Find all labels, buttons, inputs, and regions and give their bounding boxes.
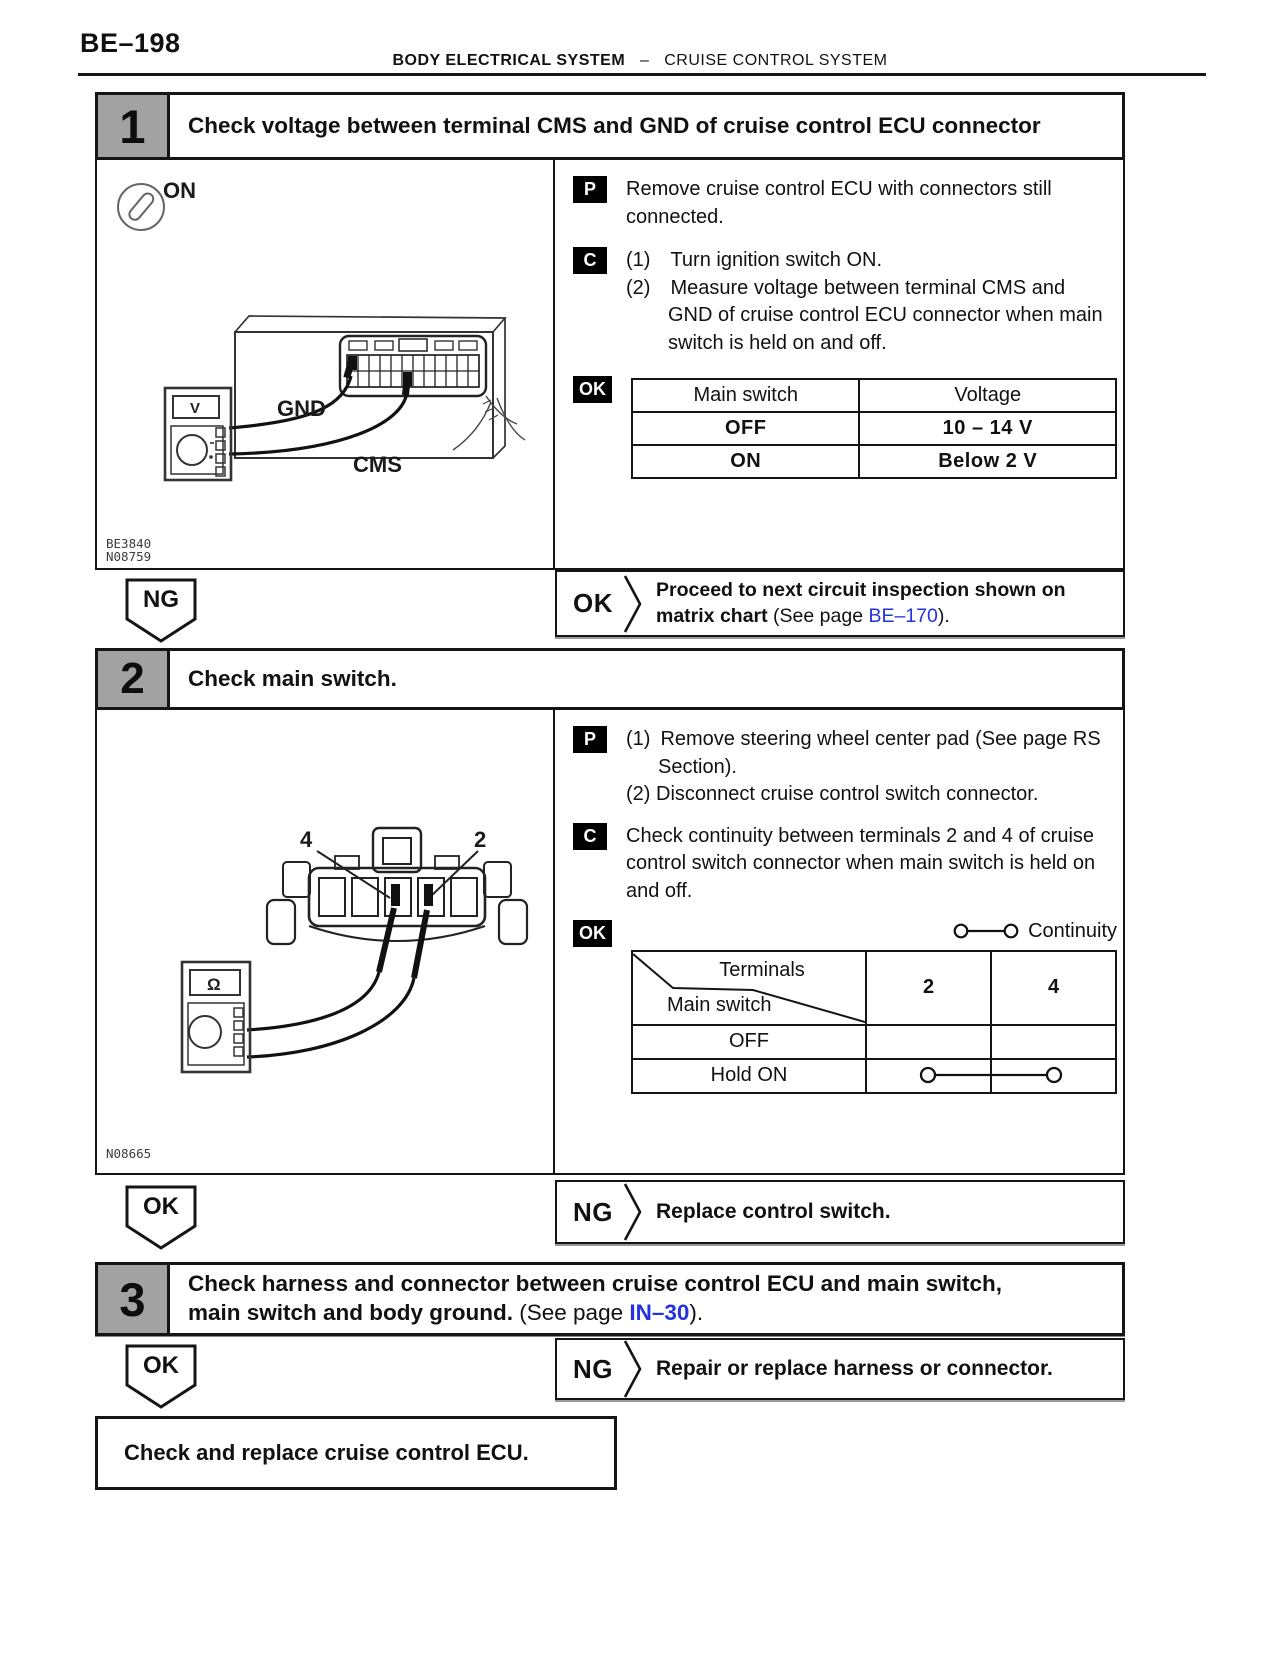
step1-ok-result	[555, 570, 1125, 637]
ok-badge: OK	[573, 376, 612, 403]
leader-line	[317, 851, 390, 898]
figure-code: N08665	[106, 1146, 152, 1161]
ignition-key-icon	[118, 184, 164, 230]
step3-ng-label: NG	[573, 1353, 613, 1384]
step3-ng-result-text: Repair or replace harness or connector.	[656, 1357, 1053, 1380]
step2-prepare-item-1: (1) Remove steering wheel center pad (See page RS Section).	[626, 728, 1101, 778]
continuity-symbol	[953, 922, 1019, 940]
step2-ng-result	[555, 1180, 1125, 1244]
ecu-connector-illustration	[340, 336, 525, 450]
table-cell: ON	[632, 445, 859, 478]
step2-title-bar	[95, 648, 1125, 710]
row-label-hold-on: Hold ON	[633, 1058, 865, 1092]
ohm-symbol-label: Ω	[207, 975, 221, 994]
chevron-right-icon	[623, 1183, 643, 1241]
step1-prepare-text: Remove cruise control ECU with connectors still connected.	[626, 178, 1052, 228]
step3-ok-arrow	[125, 1344, 197, 1410]
continuity-symbol	[865, 1058, 1117, 1092]
step2-prepare-item-2: (2) Disconnect cruise control switch connector.	[626, 783, 1039, 806]
result-text: (See page	[767, 604, 869, 627]
step2-number: 2	[98, 651, 170, 707]
step3-title-bar	[95, 1262, 1125, 1336]
page-link-in30[interactable]: IN–30	[629, 1300, 690, 1325]
step2-content	[95, 710, 1125, 1175]
step1-diagram-panel	[97, 160, 555, 568]
voltage-table-header-switch: Main switch	[632, 379, 859, 412]
step1-number: 1	[98, 95, 170, 157]
chevron-right-icon	[623, 1340, 643, 1398]
table-cell: 10 – 14 V	[859, 412, 1116, 445]
table-row-off	[633, 1024, 1115, 1058]
step2-check-text: Check continuity between terminals 2 and 4 of cruise control switch connector when main switch is held on and off.	[626, 824, 1096, 902]
cms-terminal-label: CMS	[353, 452, 402, 477]
step1-ng-label: NG	[143, 586, 179, 613]
ok-badge: OK	[573, 920, 612, 947]
terminal-col-4: 4	[990, 952, 1115, 1024]
voltmeter-v-label: V	[190, 400, 201, 417]
corner-terminals-label: Terminals	[719, 958, 805, 981]
check-badge: C	[573, 823, 607, 850]
step1-instructions	[555, 160, 1129, 568]
ignition-on-label: ON	[163, 178, 196, 203]
prepare-badge: P	[573, 726, 607, 753]
step3-ng-result	[555, 1338, 1125, 1400]
terminal-col-2: 2	[865, 952, 990, 1024]
voltage-table-header-voltage: Voltage	[859, 379, 1116, 412]
final-action-box	[95, 1416, 617, 1490]
step2-diagram-panel	[97, 710, 555, 1173]
step3-ok-label: OK	[143, 1352, 179, 1379]
header-subsection: CRUISE CONTROL SYSTEM	[664, 52, 888, 69]
header-section: BODY ELECTRICAL SYSTEM	[392, 52, 626, 69]
running-header	[0, 52, 1280, 70]
step2-wiring-illustration	[97, 710, 555, 1175]
chevron-right-icon	[623, 575, 643, 633]
step3-number: 3	[98, 1265, 170, 1333]
gnd-terminal-label: GND	[277, 396, 326, 421]
terminal-2-label: 2	[474, 827, 487, 852]
step2-ng-result-text: Replace control switch.	[656, 1200, 891, 1223]
step2-ng-label: NG	[573, 1196, 613, 1227]
prepare-badge: P	[573, 176, 607, 203]
result-text-bold: Proceed to next circuit inspection shown on matrix chart	[656, 578, 1066, 627]
step3-title-post: ).	[689, 1300, 704, 1325]
step2-instructions	[555, 710, 1129, 1173]
figure-code-2: N08759	[106, 549, 152, 564]
header-separator: –	[630, 52, 660, 69]
continuity-legend	[631, 920, 1117, 943]
table-cell: OFF	[632, 412, 859, 445]
table-corner-cell	[633, 952, 865, 1024]
result-text: ).	[937, 604, 950, 627]
step3-title-pre: (See page	[513, 1300, 630, 1325]
step1-check-item-1: (1) Turn ignition switch ON.	[626, 249, 882, 272]
page-number: BE–198	[80, 28, 181, 58]
check-badge: C	[573, 247, 607, 274]
step1-check-item-2: (2) Measure voltage between terminal CMS and GND of cruise control ECU connector when main switch is held on and off.	[626, 276, 1103, 354]
step1-ng-arrow	[125, 578, 197, 644]
step2-title: Check main switch.	[188, 665, 397, 691]
terminals-table	[631, 950, 1117, 1094]
row-label-off: OFF	[633, 1024, 865, 1058]
table-cell: Below 2 V	[859, 445, 1116, 478]
figure-code-1: BE3840	[106, 536, 152, 551]
corner-mainswitch-label: Main switch	[667, 993, 772, 1016]
step3-title-bold: Check harness and connector between cruise control ECU and main switch, main switch and body ground.	[188, 1271, 1002, 1325]
step1-ok-label: OK	[573, 588, 613, 618]
step1-content	[95, 160, 1125, 570]
header-rule	[78, 73, 1206, 76]
page-link-be170[interactable]: BE–170	[868, 604, 938, 627]
step1-title: Check voltage between terminal CMS and GND of cruise control ECU connector	[188, 112, 1041, 138]
step1-title-bar	[95, 92, 1125, 160]
continuity-label: Continuity	[1028, 919, 1117, 942]
voltage-table	[631, 378, 1117, 479]
table-row-hold-on	[633, 1058, 1115, 1092]
step1-ok-result-text	[656, 578, 1111, 629]
step2-ok-arrow	[125, 1185, 197, 1251]
step2-ok-label: OK	[143, 1193, 179, 1220]
final-action-text: Check and replace cruise control ECU.	[124, 1440, 529, 1465]
test-lead-wires	[247, 908, 427, 1057]
step3-title	[188, 1270, 1028, 1328]
leader-line	[429, 851, 478, 898]
step1-wiring-illustration	[97, 160, 555, 570]
terminal-4-label: 4	[300, 827, 313, 852]
